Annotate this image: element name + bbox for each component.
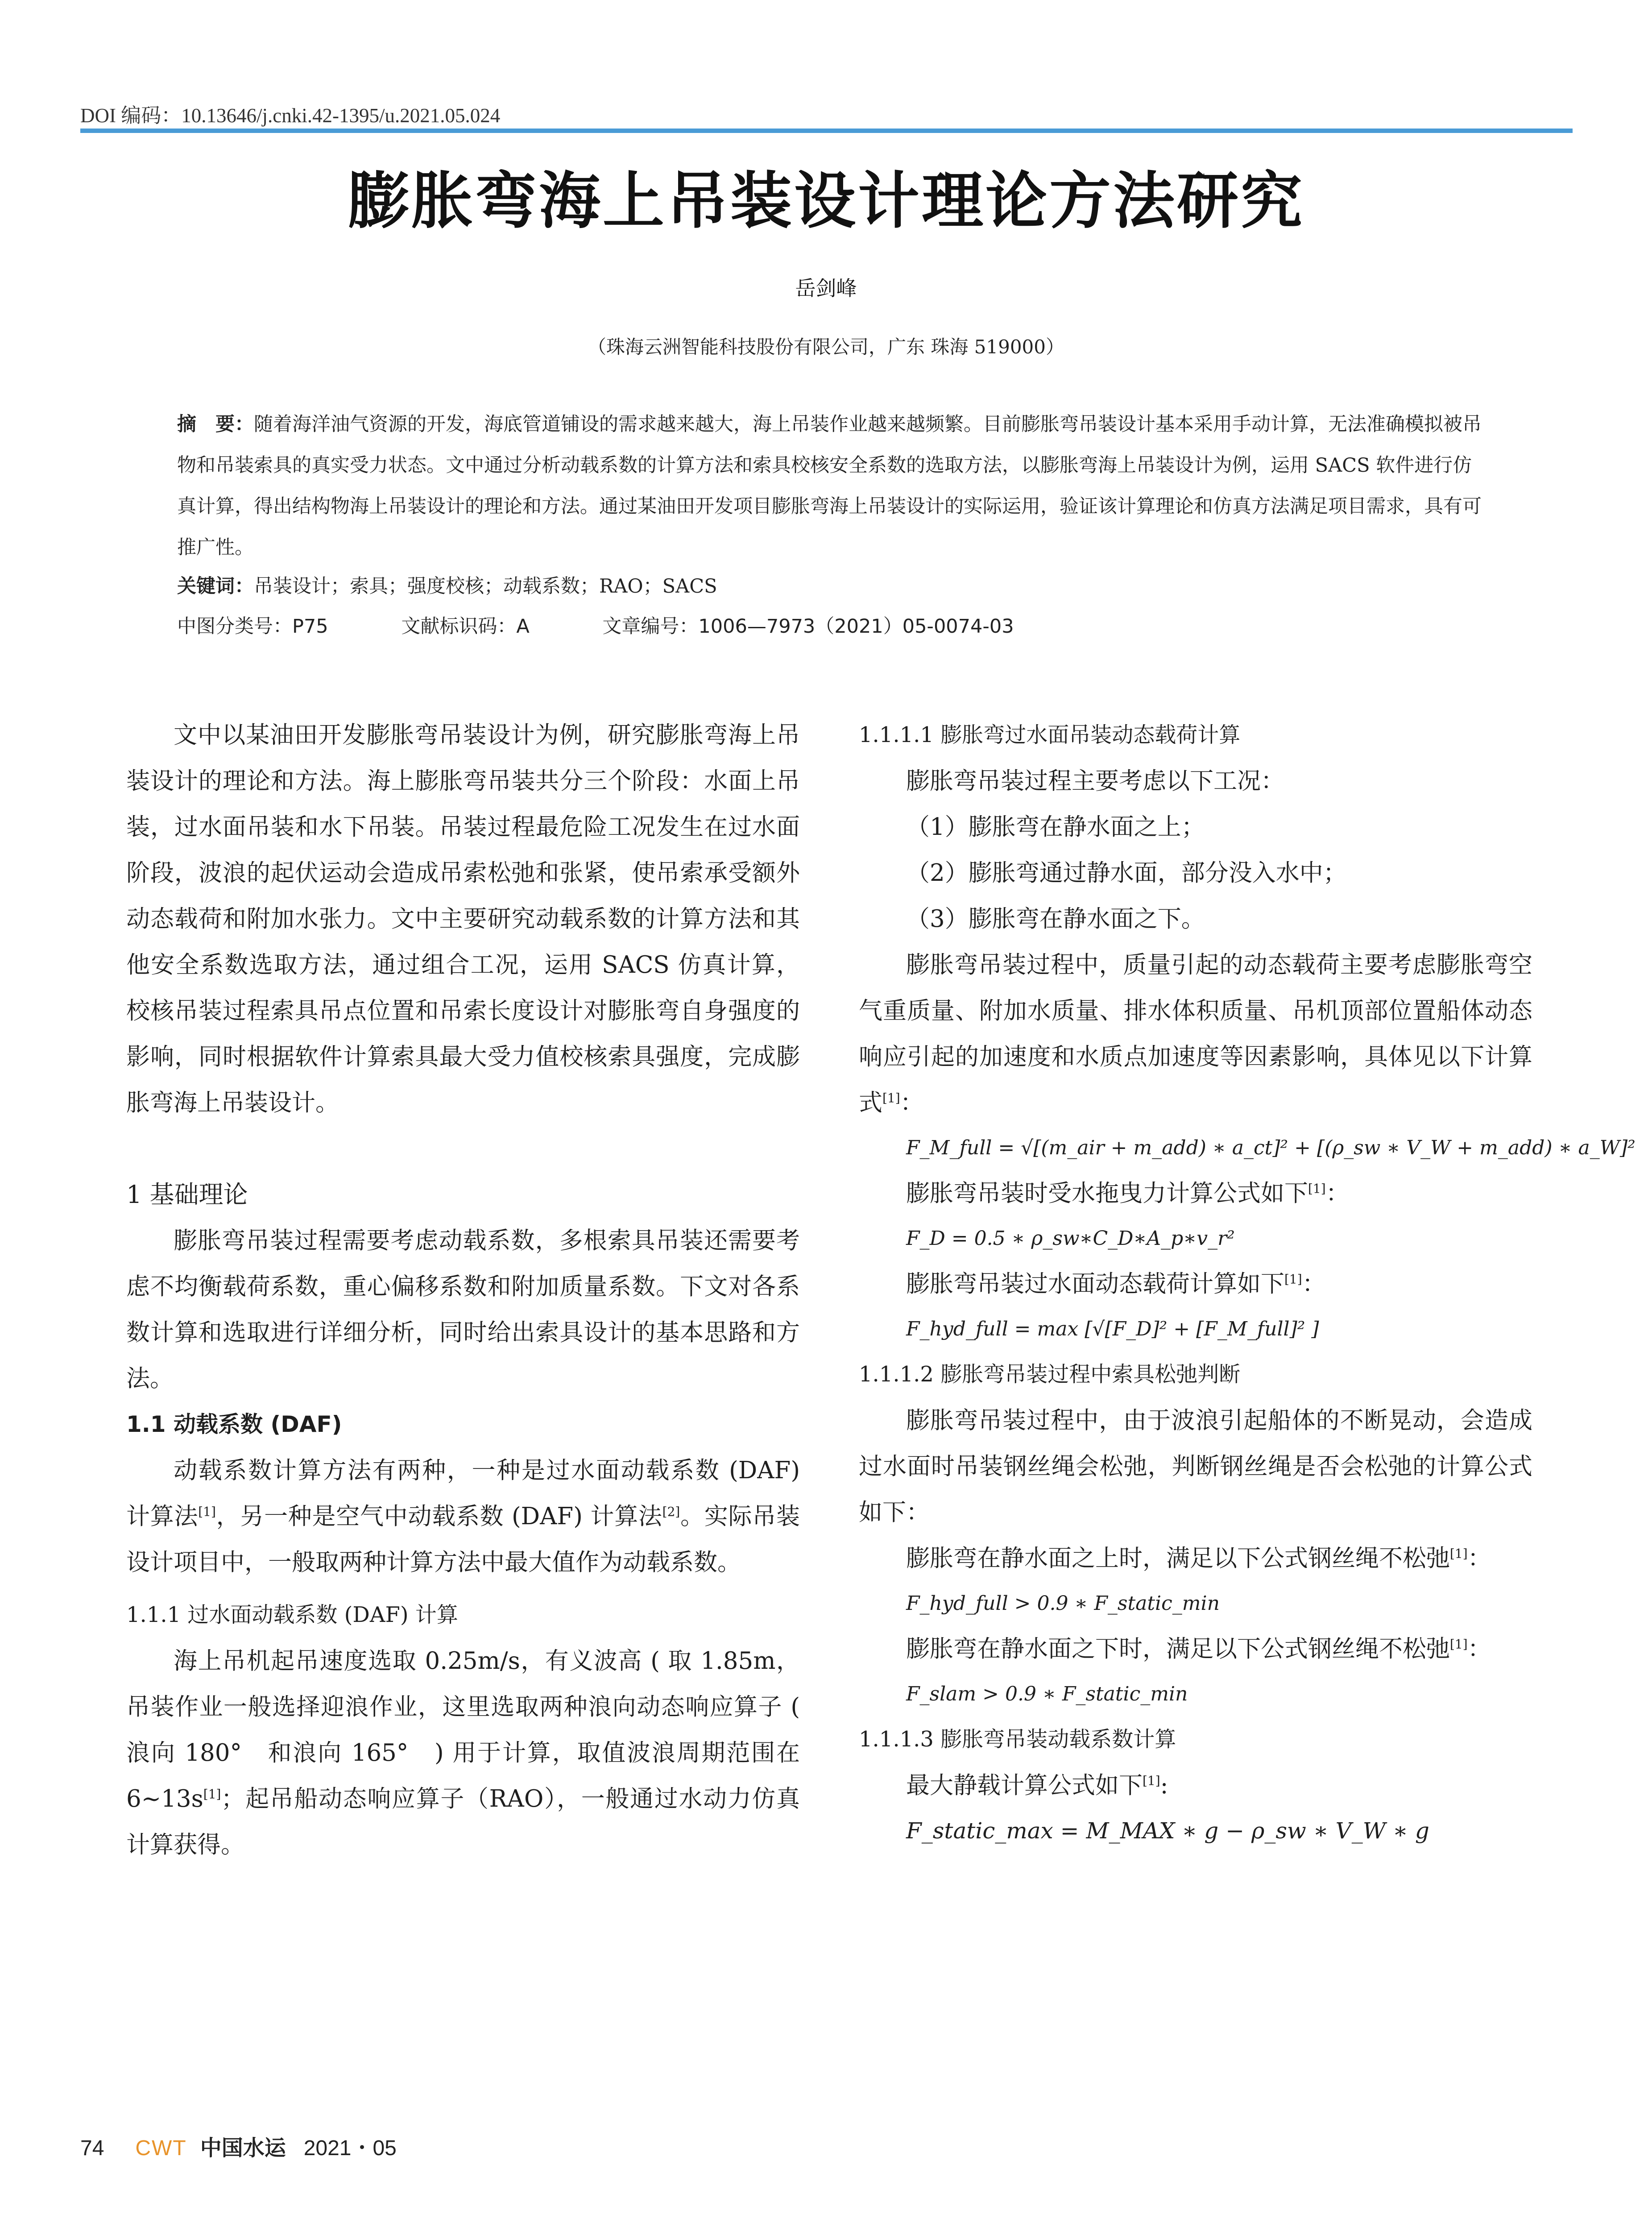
right-column (859, 712, 1635, 1853)
abstract (177, 404, 1489, 568)
section-1-1-title: 1.1 动载系数 (DAF) (126, 1411, 342, 1437)
static-load-colon: : (1160, 1772, 1168, 1799)
slack-paragraph: 膨胀弯吊装过程中，由于波浪引起船体的不断晃动，会造成过水面时吊装钢丝绳会松弛，判断钢丝绳是否会松弛的计算公式如下： (859, 1407, 1532, 1526)
above-water-colon: ： (1467, 1545, 1491, 1572)
below-water-colon: ： (1467, 1635, 1491, 1663)
keywords (177, 571, 717, 598)
affiliation: （珠海云洲智能科技股份有限公司，广东 珠海 519000） (587, 336, 1065, 358)
clc-number: 中图分类号：P75 (177, 615, 328, 638)
intro-paragraph: 文中以某油田开发膨胀弯吊装设计为例，研究膨胀弯海上吊装设计的理论和方法。海上膨胀弯吊装共分三个阶段：水面上吊装，过水面吊装和水下吊装。吊装过程最危险工况发生在过水面阶段，波浪的起伏运动会造成吊索松弛和张紧，使吊索承受额外动态载荷和附加水张力。文中主要研究动载系数的计算方法和其他安全系数选取方法，通过组合工况，运用 SACS 仿真计算，校核吊装过程索具吊点位置和吊索长度设计对膨胀弯自身强度的影响，同时根据软件计算索具最大受力值校核索具强度，完成膨胀弯海上吊装设计。 (126, 722, 800, 1116)
keywords-text: 吊装设计；索具；强度校核；动载系数；RAO；SACS (254, 575, 717, 597)
citation-9: [1] (1143, 1773, 1160, 1788)
classification-line (177, 611, 1081, 639)
paper-title: 膨胀弯海上吊装设计理论方法研究 (347, 165, 1304, 237)
cases-intro: 膨胀弯吊装过程主要考虑以下工况： (906, 767, 1284, 795)
section-1-title: 1 基础理论 (126, 1180, 248, 1209)
formula-hyd-full: F_hyd_full = max [√[F_D]² + [F_M_full]² ] (906, 1318, 1319, 1340)
formula-above-water: F_hyd_full > 0.9 ∗ F_static_min (906, 1592, 1220, 1615)
mass-load-text: 膨胀弯吊装过程中，质量引起的动态载荷主要考虑膨胀弯空气重质量、附加水质量、排水体积质量、吊机顶部位置船体动态响应引起的加速度和水质点加速度等因素影响，具体见以下计算式 (859, 951, 1532, 1116)
case-item: （3）膨胀弯在静水面之下。 (906, 905, 1205, 933)
header-rule (80, 129, 1573, 133)
section-1-1-text-a: 动载系数计算方法有两种，一种是过水面动载系数 (DAF) 计算法 (126, 1457, 800, 1530)
article-number: 文章编号：1006—7973（2021）05-0074-03 (602, 615, 1014, 638)
citation-5: [1] (1308, 1181, 1326, 1196)
section-1-1-1-text-b: ；起吊船动态响应算子（RAO），一般通过水动力仿真计算获得。 (126, 1785, 800, 1858)
below-water-paragraph (859, 1626, 1532, 1672)
citation-6: [1] (1284, 1272, 1302, 1287)
formula-mass-load: F_M_full = √[(m_air + m_add) ∗ a_ct]² + [(ρ_sw ∗ V_W + m_add) ∗ a_W]² (906, 1136, 1635, 1159)
section-1-1-text-c: 。实际吊装设计项目中，一般取两种计算方法中最大值作为动载系数。 (126, 1503, 800, 1576)
doi-line: DOI 编码：10.13646/j.cnki.42-1395/u.2021.05.024 (80, 104, 501, 127)
section-1-1-1-3-title: 1.1.1.3 膨胀弯吊装动载系数计算 (859, 1727, 1176, 1752)
citation-8: [1] (1450, 1637, 1468, 1652)
mass-load-colon: ： (900, 1089, 924, 1116)
drag-paragraph (859, 1170, 1532, 1216)
section-1-1-1-2-title: 1.1.1.2 膨胀弯吊装过程中索具松弛判断 (859, 1362, 1241, 1387)
formula-drag: F_D = 0.5 ∗ ρ_sw∗C_D∗A_p∗v_r² (906, 1227, 1235, 1250)
section-1-1-1-1-title: 1.1.1.1 膨胀弯过水面吊装动态载荷计算 (859, 722, 1241, 747)
above-water-paragraph (859, 1535, 1532, 1581)
section-1-text: 膨胀弯吊装过程需要考虑动载系数，多根索具吊装还需要考虑不均衡载荷系数，重心偏移系数和附加质量系数。下文对各系数计算和选取进行详细分析，同时给出索具设计的基本思路和方法。 (126, 1227, 800, 1392)
case-item: （1）膨胀弯在静水面之上； (906, 813, 1205, 841)
author: 岳剑峰 (795, 276, 857, 300)
left-column (126, 712, 800, 1868)
page-number: 74 (80, 2136, 104, 2160)
citation-3: [1] (203, 1787, 221, 1802)
mass-load-paragraph (859, 942, 1532, 1126)
section-1-1-1-title: 1.1.1 过水面动载系数 (DAF) 计算 (126, 1602, 458, 1627)
formula-static-max: F_static_max = M_MAX ∗ g − ρ_sw ∗ V_W ∗ g (906, 1818, 1429, 1844)
formula-below-water: F_slam > 0.9 ∗ F_static_min (906, 1683, 1188, 1705)
drag-text: 膨胀弯吊装时受水拖曳力计算公式如下 (906, 1180, 1308, 1207)
citation-2: [2] (662, 1504, 680, 1519)
document-code: 文献标识码：A (401, 615, 530, 638)
journal-name: 中国水运 (200, 2136, 286, 2161)
static-load-text: 最大静载计算公式如下 (906, 1772, 1143, 1799)
section-1-1-text-b: ，另一种是空气中动载系数 (DAF) 计算法 (215, 1503, 662, 1530)
hyd-paragraph (859, 1261, 1532, 1307)
static-load-paragraph (859, 1762, 1532, 1808)
hyd-colon: ： (1302, 1270, 1326, 1298)
below-water-text: 膨胀弯在静水面之下时，满足以下公式钢丝绳不松弛 (906, 1635, 1450, 1663)
section-1-1-text (126, 1447, 800, 1585)
case-item: （2）膨胀弯通过静水面，部分没入水中； (906, 859, 1347, 887)
section-1-1-1-text (126, 1638, 800, 1868)
journal-logo: CWT (135, 2136, 187, 2160)
citation-1: [1] (198, 1504, 216, 1519)
page-footer (80, 2131, 397, 2161)
journal-issue: 2021・05 (303, 2136, 397, 2160)
above-water-text: 膨胀弯在静水面之上时，满足以下公式钢丝绳不松弛 (906, 1545, 1450, 1572)
abstract-text: 随着海洋油气资源的开发，海底管道铺设的需求越来越大，海上吊装作业越来越频繁。目前膨胀弯吊装设计基本采用手动计算，无法准确模拟被吊物和吊装索具的真实受力状态。文中通过分析动载系数的计算方法和索具校核安全系数的选取方法，以膨胀弯海上吊装设计为例，运用 SACS 软件进行仿真计算，得出结构物海上吊装设计的理论和方法。通过某油田开发项目膨胀弯海上吊装设计的实际运用，验证该计算理论和仿真方法满足项目需求，具有可推广性。 (177, 413, 1482, 559)
abstract-label: 摘 要： (177, 413, 254, 435)
drag-colon: ： (1325, 1180, 1350, 1207)
citation-7: [1] (1450, 1546, 1468, 1561)
hyd-text: 膨胀弯吊装过水面动态载荷计算如下 (906, 1270, 1284, 1298)
keywords-label: 关键词： (177, 575, 254, 597)
section-1-1-1-text-a: 海上吊机起吊速度选取 0.25m/s，有义波高 ( 取 1.85m，吊装作业一般选择迎浪作业，这里选取两种浪向动态响应算子 ( 浪向 180° 和浪向 165° ) 用于计算，取值波浪周期范围在 6~13s (126, 1647, 800, 1812)
citation-4: [1] (882, 1091, 900, 1106)
